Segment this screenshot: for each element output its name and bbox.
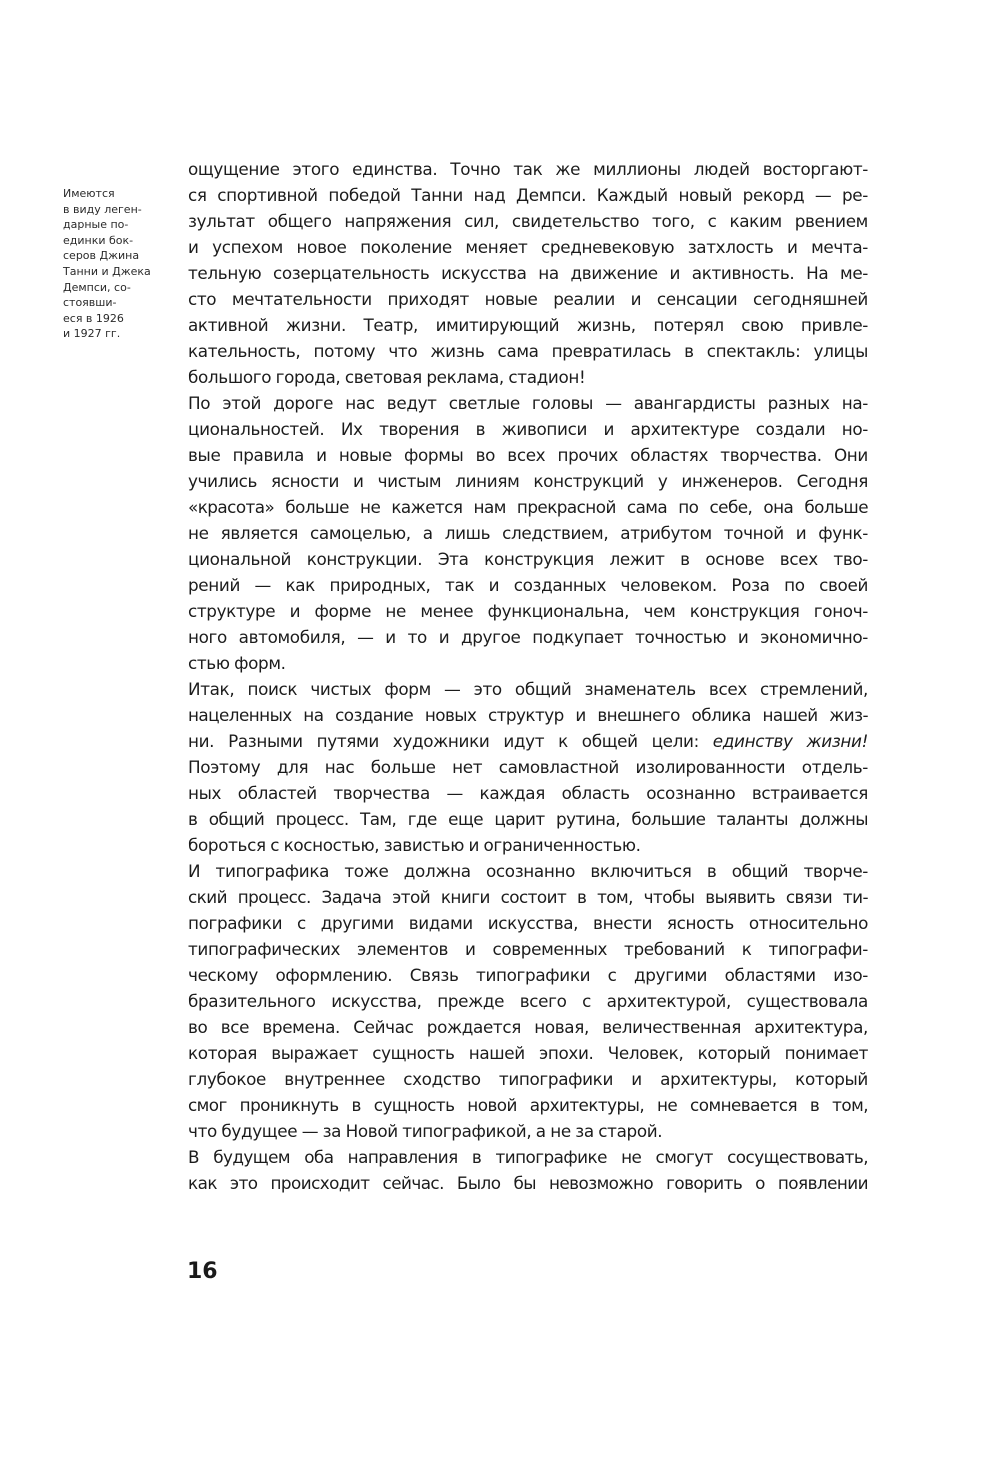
text-line: как это происходит сейчас. Было бы невозможно говорить о появлении [188,1173,868,1193]
sidenote-line: Имеются [63,187,115,200]
text-line: бороться с косностью, завистью и ограниченностью. [188,835,641,855]
text-line: Поэтому для нас больше нет самовластной изолированности отдель- [188,757,868,777]
emphasis-text: единству жизни! [712,731,868,751]
paragraph-6 [188,1144,868,1196]
text-line: глубокое внутреннее сходство типографики и архитектуры, который [188,1069,868,1089]
text-line: большого города, световая реклама, стадион! [188,367,586,387]
text-line: которая выражает сущность нашей эпохи. Человек, который понимает [188,1043,868,1063]
text-line [188,728,868,754]
text-line: пографики с другими видами искусства, внести ясность относительно [188,913,868,933]
text-line: во все времена. Сейчас рождается новая, величественная архитектура, [188,1017,868,1037]
paragraph-4 [188,754,868,858]
text-line: типографических элементов и современных требований к типографи- [188,939,868,959]
text-line: нацеленных на создание новых структур и внешнего облика нашей жиз- [188,705,868,725]
text-line: циональной конструкции. Эта конструкция лежит в основе всех тво- [188,549,868,569]
text-line: ного автомобиля, — и то и другое подкупает точностью и экономично- [188,627,868,647]
text-line: кательность, потому что жизнь сама превратилась в спектакль: улицы [188,341,868,361]
text-line: рений — как природных, так и созданных человеком. Роза по своей [188,575,868,595]
text-line: В будущем оба направления в типографике не смогут сосуществовать, [188,1147,868,1167]
text-line: бразительного искусства, прежде всего с архитектурой, существовала [188,991,868,1011]
text-line: зультат общего напряжения сил, свидетельство того, с каким рвением [188,211,868,231]
text-line: в общий процесс. Там, где еще царит рутина, большие таланты должны [188,809,868,829]
sidenote-line: единки бок- [63,233,134,247]
sidenote-line: стоявши- [63,296,117,310]
text-line: ческому оформлению. Связь типографики с другими областями изо- [188,965,868,985]
paragraph-2 [188,390,868,676]
paragraph-1 [188,156,868,390]
sidenote-line: в виду леген- [63,202,142,216]
text-line: структуре и форме не менее функциональна, чем конструкция гоноч- [188,601,868,621]
text-line: «красота» больше не кажется нам прекрасной сама по себе, она больше [188,497,868,517]
text-line: сто мечтательности приходят новые реалии и сенсации сегодняшней [188,289,868,309]
sidenote-line: и 1927 гг. [63,327,121,341]
text-line: ский процесс. Задача этой книги состоит в том, чтобы выявить связи ти- [188,887,868,907]
text-line: активной жизни. Театр, имитирующий жизнь, потерял свою привле- [188,315,868,335]
text-line: смог проникнуть в сущность новой архитектуры, не сомневается в том, [188,1095,868,1115]
text-line: Итак, поиск чистых форм — это общий знаменатель всех стремлений, [188,679,868,699]
sidenote-line: Демпси, со- [63,280,131,294]
sidenote-line: еся в 1926 [63,311,124,325]
text-line: вые правила и новые формы во всех прочих областях творчества. Они [188,445,868,465]
page-number: 16 [187,1259,218,1284]
text-run: ни. Разными путями художники идут к общей цели: [188,731,713,751]
main-text [188,156,868,1196]
text-line: ных областей творчества — каждая область осознанно встраивается [188,783,868,803]
text-line: не является самоцелью, а лишь следствием, атрибутом точной и функ- [188,523,868,543]
sidenote [63,186,167,342]
text-line: и успехом новое поколение меняет средневековую затхлость и мечта- [188,237,868,257]
sidenote-line: Танни и Джека [63,264,151,278]
paragraph-3 [188,676,868,754]
text-line: что будущее — за Новой типографикой, а не за старой. [188,1121,663,1141]
text-line: По этой дороге нас ведут светлые головы — авангардисты разных на- [188,393,868,413]
text-line: циональностей. Их творения в живописи и архитектуре создали но- [188,419,868,439]
text-line: стью форм. [188,653,286,673]
text-line: тельную созерцательность искусства на движение и активность. На ме- [188,263,868,283]
text-line: ся спортивной победой Танни над Демпси. Каждый новый рекорд — ре- [188,185,868,205]
text-line: И типографика тоже должна осознанно включиться в общий творче- [188,861,868,881]
sidenote-line: серов Джина [63,249,140,263]
text-line: учились ясности и чистым линиям конструкций у инженеров. Сегодня [188,471,868,491]
paragraph-5 [188,858,868,1144]
text-line: ощущение этого единства. Точно так же миллионы людей восторгают- [188,159,868,179]
sidenote-line: дарные по- [63,218,129,232]
